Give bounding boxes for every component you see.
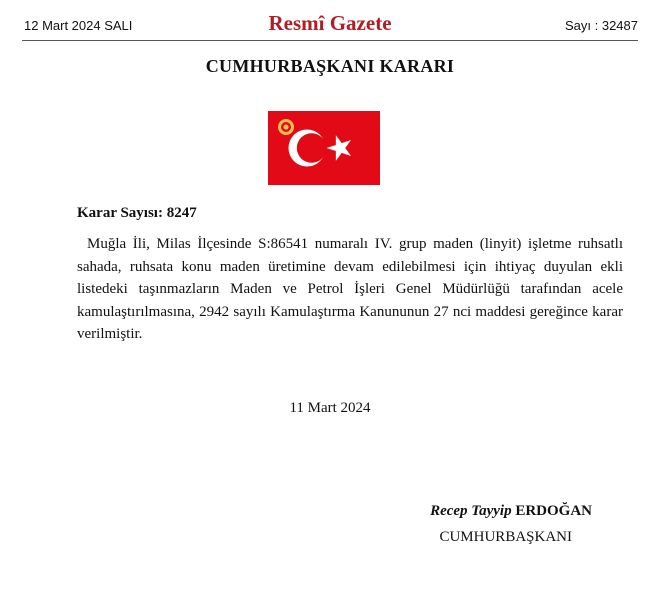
decision-date: 11 Mart 2024 [289,400,371,416]
signatory-title: CUMHURBAŞKANI [439,529,572,545]
turkish-flag-icon [268,111,380,185]
decree-number: Karar Sayısı: 8247 [77,205,197,221]
signatory-surname: ERDOĞAN [515,503,592,519]
issue-date: 12 Mart 2024 SALI [24,18,133,33]
signatory-name [430,503,592,520]
issue-number: Sayı : 32487 [565,18,638,33]
signatory-first-names: Recep Tayyip [430,503,512,519]
decree-body: Muğla İli, Milas İlçesinde S:86541 numaralı IV. grup maden (linyit) işletme ruhsatlı sahada, ruhsata konu maden üretimine devam edilebilmesi için ihtiyaç duyulan ekli listedeki taşınmazların Maden ve Petrol İşleri Genel Müdürlüğü tarafından acele kamulaştırılmasına, 2942 sayılı Kamulaştırma Kanununun 27 nci maddesi gereğince karar verilmiştir. [77,236,623,342]
document-title: CUMHURBAŞKANI KARARI [205,56,455,76]
gazette-header [0,0,660,40]
header-divider [22,40,638,41]
gazette-title: Resmî Gazete [268,11,392,35]
presidential-seal-icon [278,119,294,135]
